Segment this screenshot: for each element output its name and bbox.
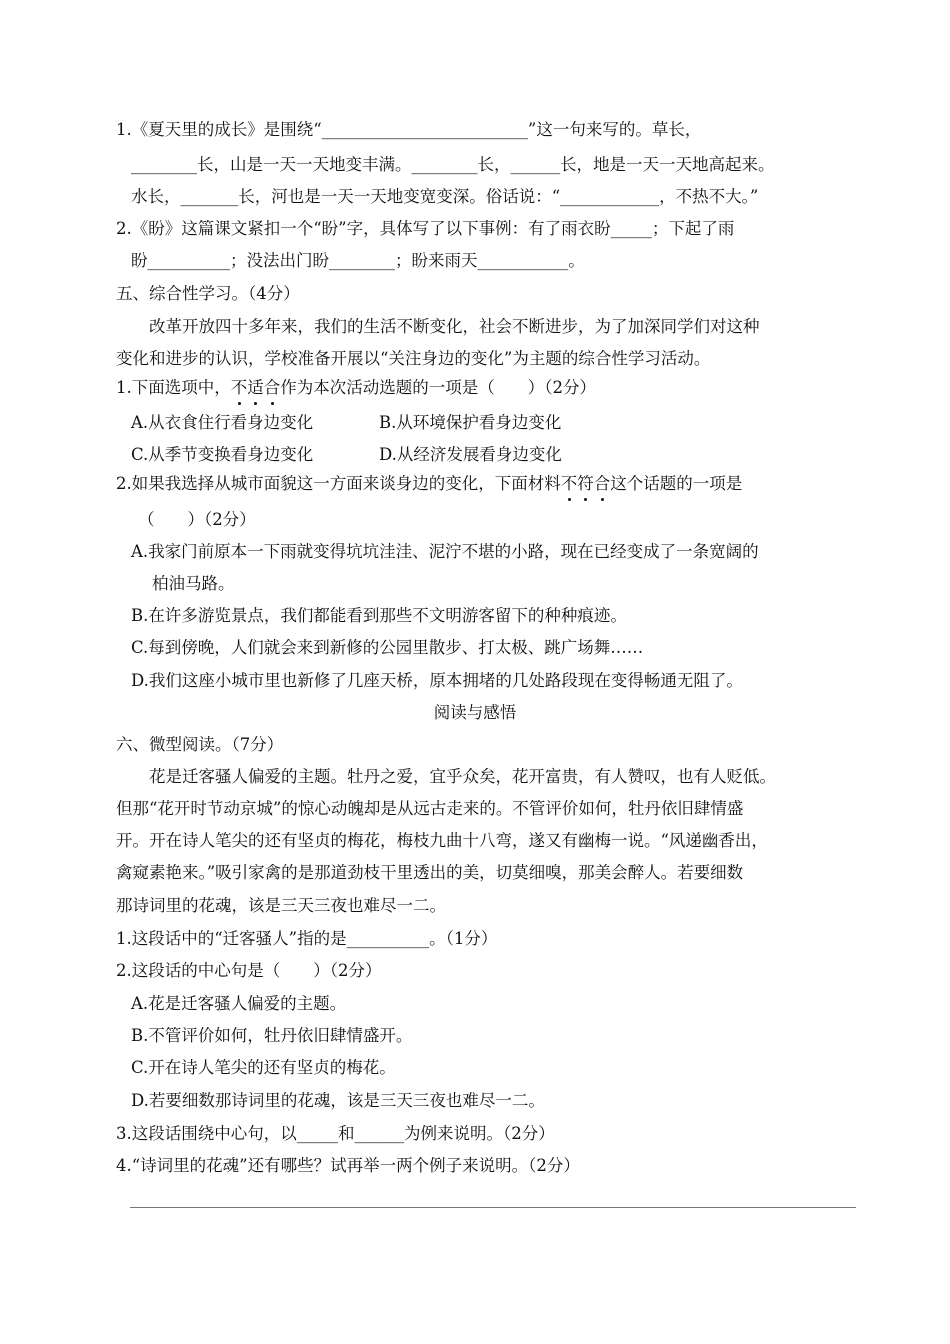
s5-q1-option-b: B.从环境保护看身边变化	[379, 413, 562, 432]
s5-q2-option-b: B.在许多游览景点，我们都能看到那些不文明游客留下的种种痕迹。	[131, 606, 627, 625]
reading-section-title: 阅读与感悟	[433, 703, 517, 722]
s6-passage-line2: 但那“花开时节动京城”的惊心动魄却是从远古走来的。不管评价如何，牡丹依旧肆情盛	[116, 799, 744, 818]
s6-passage-line3: 开。开在诗人笔尖的还有坚贞的梅花，梅枝九曲十八弯，遂又有幽梅一说。“风递幽香出，	[116, 831, 768, 850]
s5-intro-line2: 变化和进步的认识，学校准备开展以“关注身边的变化”为主题的综合性学习活动。	[116, 349, 711, 368]
s5-q2-pre: 2.如果我选择从城市面貌这一方面来谈身边的变化，下面材料	[116, 474, 561, 493]
s5-heading: 五、综合性学习。（4分）	[116, 284, 300, 303]
emphasis-char: 符	[577, 474, 594, 493]
s5-q1-stem	[116, 378, 596, 398]
s6-q2-stem: 2.这段话的中心句是（ ）（2分）	[116, 961, 382, 980]
s5-q2-post: 这个话题的一项是	[610, 474, 743, 493]
s6-q1: 1.这段话中的“迁客骚人”指的是__________。（1分）	[116, 929, 498, 948]
s6-q2-option-c: C.开在诗人笔尖的还有坚贞的梅花。	[131, 1058, 396, 1077]
s5-q2-option-d: D.我们这座小城市里也新修了几座天桥，原本拥堵的几处路段现在变得畅通无阻了。	[131, 671, 743, 690]
s5-intro-line1: 改革开放四十多年来，我们的生活不断变化，社会不断进步，为了加深同学们对这种	[149, 317, 760, 336]
s5-q1-post: 作为本次活动选题的一项是（ ）（2分）	[280, 378, 596, 397]
s4-q1-line1: 1.《夏天里的成长》是围绕“_________________________”这一句来写的。草长，	[116, 120, 702, 139]
emphasis-char: 不	[230, 378, 248, 397]
s6-q2-option-a: A.花是迁客骚人偏爱的主题。	[131, 994, 347, 1013]
s5-q2-option-c: C.每到傍晚，人们就会来到新修的公园里散步、打太极、跳广场舞……	[131, 638, 644, 657]
emphasis-char: 不	[560, 474, 578, 493]
s5-q2-stem-line2: （ ）（2分）	[138, 510, 256, 529]
s4-q2-line2: 盼__________；没法出门盼________；盼来雨天___________。	[131, 251, 585, 270]
s5-q1-option-d: D.从经济发展看身边变化	[379, 445, 562, 464]
s5-q1-pre: 1.下面选项中，	[116, 378, 231, 397]
emphasis-char: 适	[247, 378, 264, 397]
s5-q2-option-a-line1: A.我家门前原本一下雨就变得坑坑洼洼、泥泞不堪的小路，现在已经变成了一条宽阔的	[131, 542, 759, 561]
s6-q4: 4.“诗词里的花魂”还有哪些？试再举一两个例子来说明。（2分）	[116, 1156, 580, 1175]
s5-q2-option-a-line2: 柏油马路。	[152, 574, 235, 593]
s6-q2-option-b: B.不管评价如何，牡丹依旧肆情盛开。	[131, 1026, 413, 1045]
s4-q2-line1: 2.《盼》这篇课文紧扣一个“盼”字，具体写了以下事例：有了雨衣盼_____；下起了雨	[116, 219, 735, 238]
s6-q3: 3.这段话围绕中心句，以_____和______为例来说明。（2分）	[116, 1124, 555, 1143]
emphasis-char: 合	[593, 474, 611, 493]
s6-q2-option-d: D.若要细数那诗词里的花魂，该是三天三夜也难尽一二。	[131, 1091, 545, 1110]
s5-q1-option-c: C.从季节变换看身边变化	[131, 445, 314, 464]
emphasis-char: 合	[263, 378, 281, 397]
s6-passage-line5: 那诗词里的花魂，该是三天三夜也难尽一二。	[116, 896, 446, 915]
s6-passage-line4: 禽窥素艳来。”吸引家禽的是那道劲枝干里透出的美，切莫细嗅，那美会醉人。若要细数	[116, 863, 744, 882]
s6-passage-line1: 花是迁客骚人偏爱的主题。牡丹之爱，宜乎众矣，花开富贵，有人赞叹，也有人贬低。	[149, 767, 776, 786]
s5-q2-stem	[116, 474, 742, 494]
s6-heading: 六、微型阅读。（7分）	[116, 735, 284, 754]
answer-line[interactable]	[130, 1207, 856, 1208]
s5-q1-option-a: A.从衣食住行看身边变化	[131, 413, 314, 432]
s4-q1-line2: ________长，山是一天一天地变丰满。________长，______长，地是一天一天地高起来。	[131, 155, 775, 174]
s4-q1-line3: 水长，_______长，河也是一天一天地变宽变深。俗话说：“____________，不热不大。”	[131, 187, 759, 206]
